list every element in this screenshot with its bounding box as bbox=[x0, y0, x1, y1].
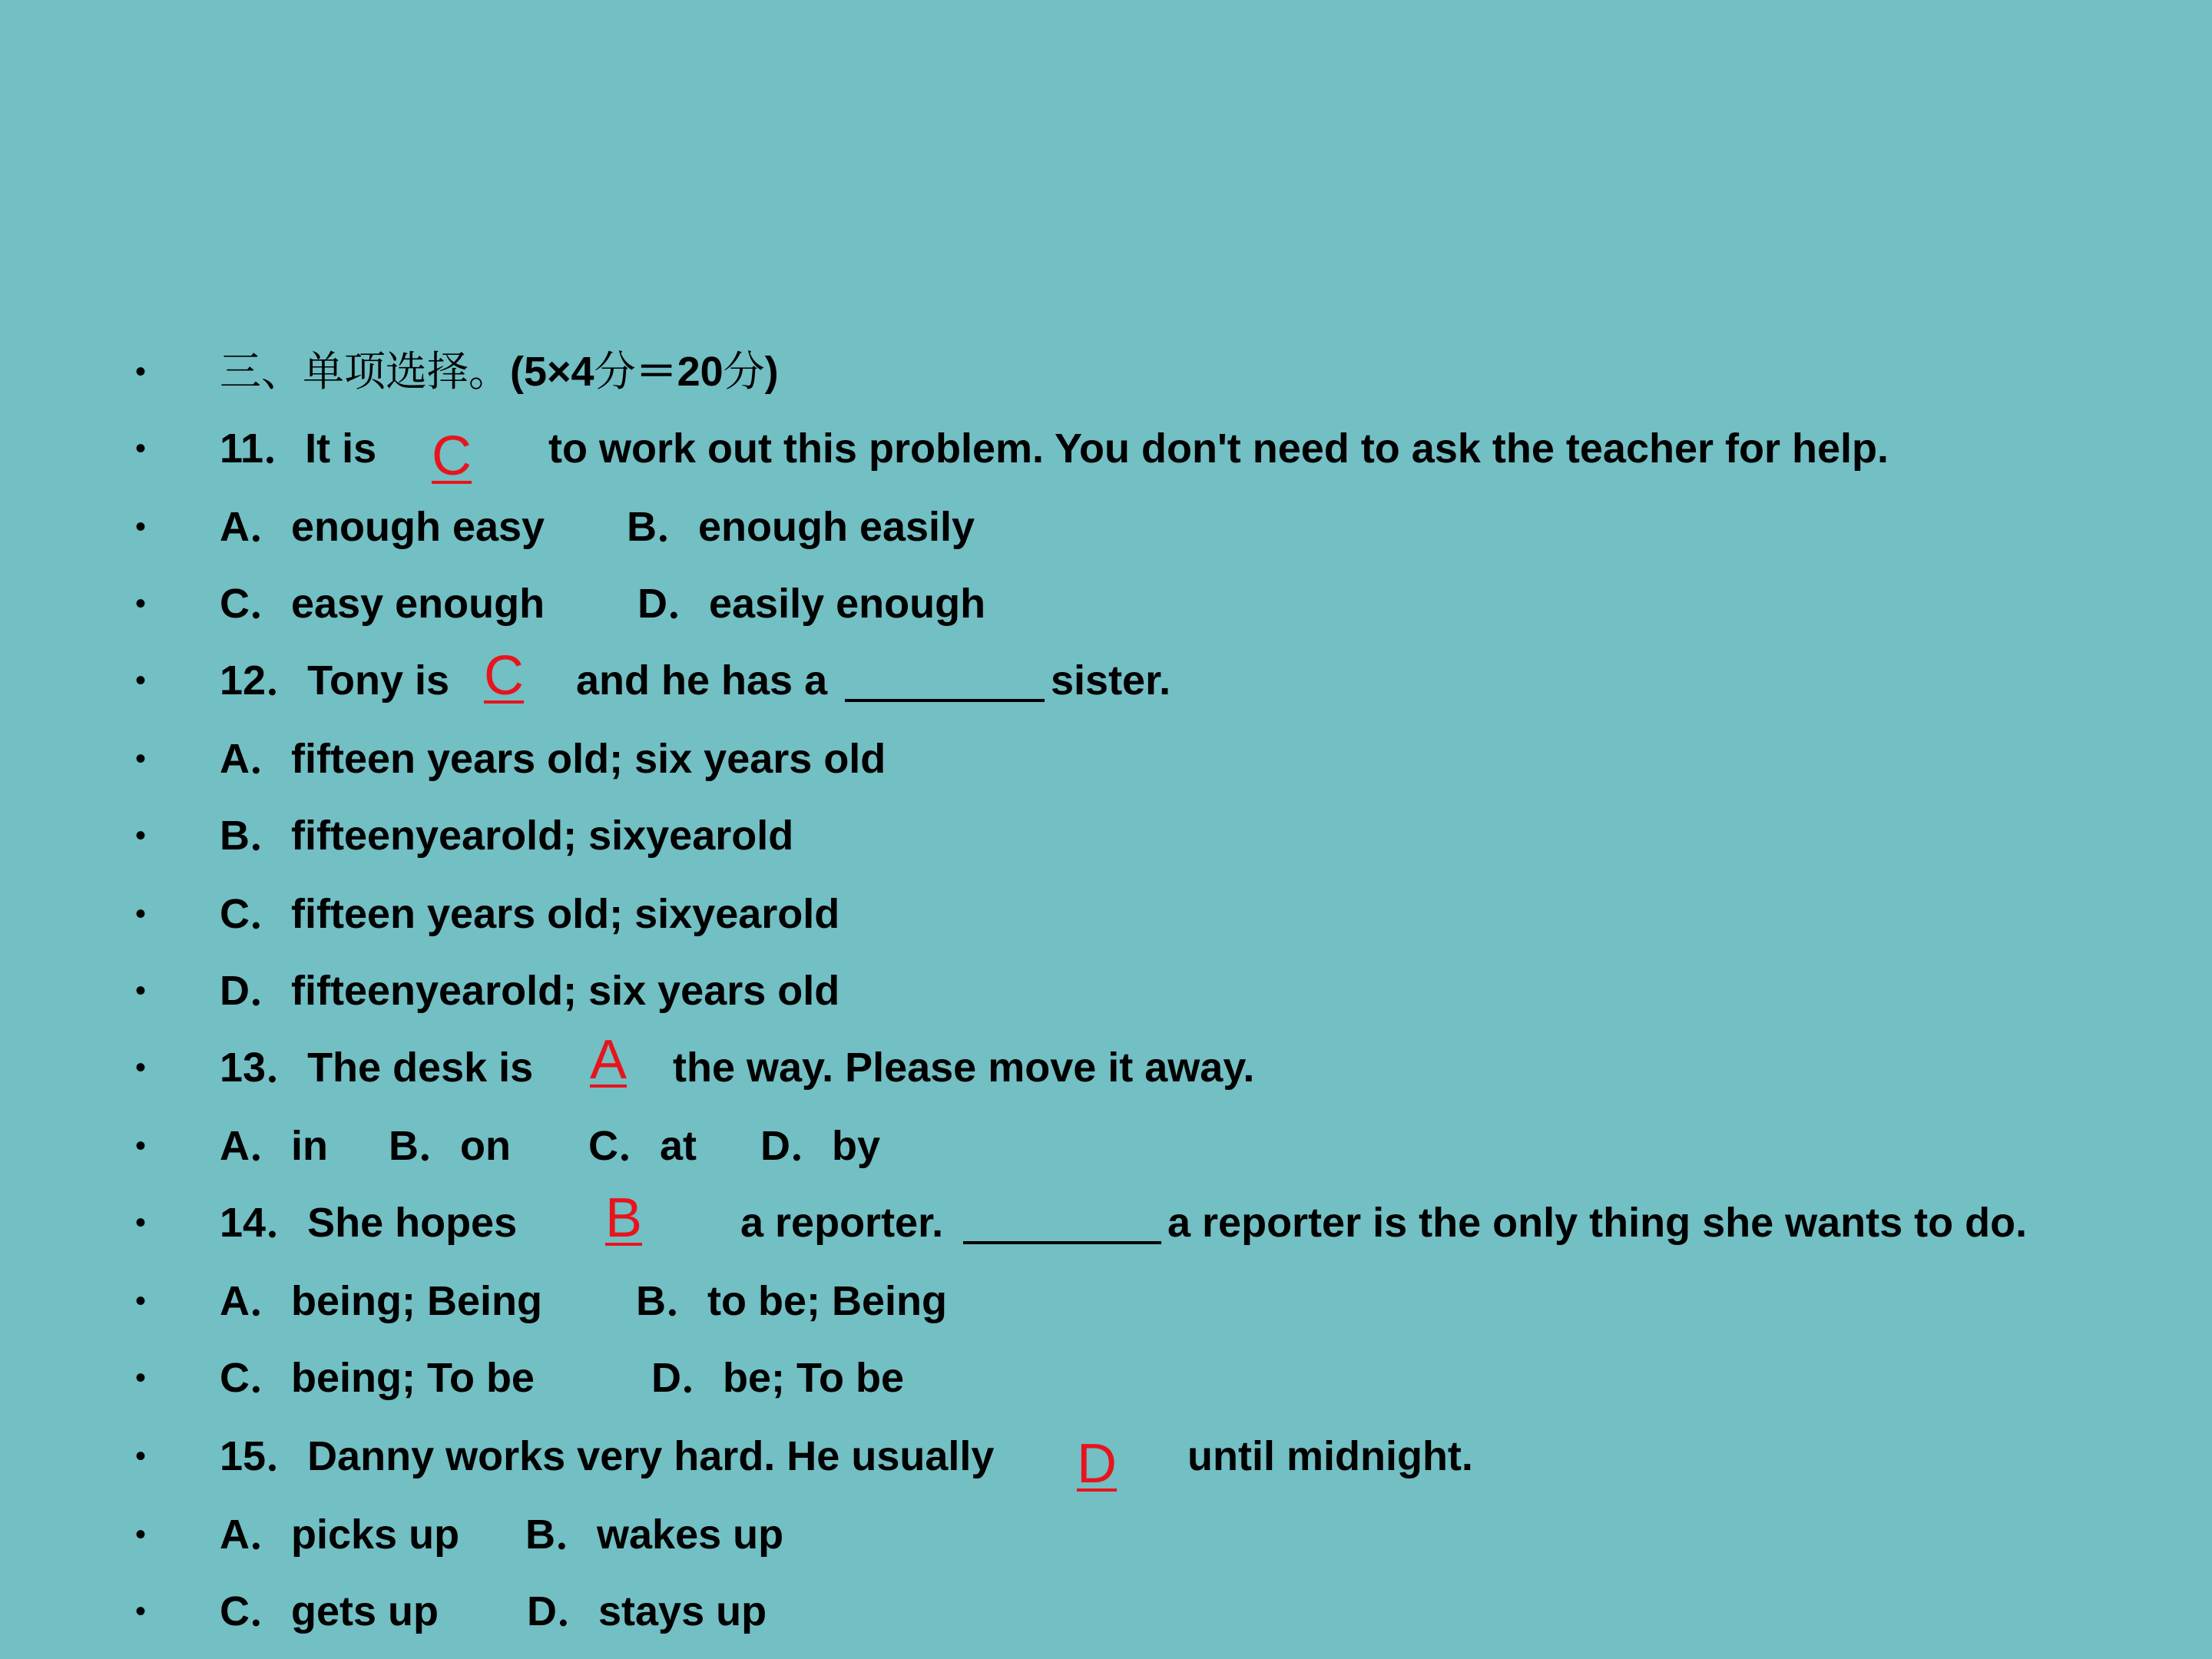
option-a: A．being; Being bbox=[220, 1278, 542, 1324]
question-11-stem: 11．It is bbox=[220, 426, 377, 472]
option-d: D．by bbox=[760, 1123, 881, 1169]
option-c: C．at bbox=[588, 1123, 697, 1169]
question-15-options-ab bbox=[0, 1496, 2212, 1573]
option-a: A．fifteen years old; six years old bbox=[220, 736, 886, 782]
question-13-options bbox=[0, 1108, 2212, 1184]
question-14-answer: B bbox=[605, 1187, 643, 1249]
option-c: C．gets up bbox=[220, 1588, 439, 1634]
question-12-stem: 12．Tony is bbox=[220, 657, 450, 704]
answer-blank bbox=[963, 1200, 1161, 1244]
bullet: • bbox=[135, 355, 147, 389]
question-14-rest-2: a reporter is the only thing she wants to do. bbox=[1167, 1200, 2028, 1246]
option-b: B．on bbox=[389, 1123, 511, 1169]
bullet: • bbox=[135, 1129, 147, 1163]
bullet: • bbox=[135, 742, 147, 776]
answer-blank bbox=[845, 657, 1045, 702]
option-b: B．to be; Being bbox=[636, 1278, 947, 1324]
question-14-options-ab bbox=[0, 1263, 2212, 1339]
question-11-rest: to work out this problem. You don't need to ask the teacher for help. bbox=[548, 426, 1889, 472]
section-title-line bbox=[0, 333, 2212, 410]
question-12-line bbox=[0, 642, 2212, 719]
question-14-options-cd bbox=[0, 1339, 2212, 1416]
bullet: • bbox=[135, 1594, 147, 1628]
option-c: C．fifteen years old; sixyearold bbox=[220, 891, 840, 937]
question-12-rest-2: sister. bbox=[1051, 657, 1171, 704]
question-15-options-cd bbox=[0, 1573, 2212, 1650]
question-15-answer: D bbox=[1077, 1433, 1117, 1495]
bullet: • bbox=[135, 432, 147, 465]
option-d: D．easily enough bbox=[637, 581, 986, 627]
bullet: • bbox=[135, 1284, 147, 1318]
question-14-line bbox=[0, 1184, 2212, 1261]
question-12-option-a-line bbox=[0, 720, 2212, 797]
bullet: • bbox=[135, 664, 147, 697]
option-b: B．enough easily bbox=[627, 504, 975, 550]
question-11-options-cd bbox=[0, 565, 2212, 642]
option-d: D．stays up bbox=[527, 1588, 767, 1634]
question-15-rest: until midnight. bbox=[1187, 1433, 1473, 1479]
option-c: C．being; To be bbox=[220, 1355, 535, 1401]
bullet: • bbox=[135, 974, 147, 1008]
option-b: B．fifteenyearold; sixyearold bbox=[220, 813, 794, 859]
bullet: • bbox=[135, 1361, 147, 1395]
question-15-line bbox=[0, 1418, 2212, 1495]
option-a: A．enough easy bbox=[220, 504, 545, 550]
bullet: • bbox=[135, 1206, 147, 1240]
bullet: • bbox=[135, 1439, 147, 1473]
option-a: A．picks up bbox=[220, 1512, 460, 1558]
question-13-rest: the way. Please move it away. bbox=[673, 1045, 1255, 1091]
bullet: • bbox=[135, 1518, 147, 1551]
question-13-line bbox=[0, 1029, 2212, 1106]
bullet: • bbox=[135, 897, 147, 931]
bullet: • bbox=[135, 819, 147, 853]
question-12-option-d-line bbox=[0, 952, 2212, 1029]
question-15-stem: 15．Danny works very hard. He usually bbox=[220, 1433, 995, 1479]
option-a: A．in bbox=[220, 1123, 328, 1169]
option-c: C．easy enough bbox=[220, 581, 545, 627]
question-12-rest-1: and he has a bbox=[576, 657, 828, 704]
question-11-answer: C bbox=[432, 426, 472, 487]
question-13-answer: A bbox=[590, 1029, 628, 1091]
option-b: B．wakes up bbox=[525, 1512, 784, 1558]
question-12-answer: C bbox=[484, 645, 524, 707]
question-11-line bbox=[0, 410, 2212, 487]
question-12-option-c-line bbox=[0, 876, 2212, 952]
option-d: D．be; To be bbox=[651, 1355, 904, 1401]
option-d: D．fifteenyearold; six years old bbox=[220, 968, 840, 1014]
question-14-stem: 14．She hopes bbox=[220, 1200, 518, 1246]
question-11-options-ab bbox=[0, 488, 2212, 565]
section-title: 三、单项选择。(5×4分＝20分) bbox=[220, 347, 779, 396]
question-14-rest-1: a reporter. bbox=[740, 1200, 944, 1246]
bullet: • bbox=[135, 1051, 147, 1084]
question-13-stem: 13．The desk is bbox=[220, 1045, 534, 1091]
bullet: • bbox=[135, 510, 147, 544]
question-12-option-b-line bbox=[0, 797, 2212, 874]
bullet: • bbox=[135, 587, 147, 621]
